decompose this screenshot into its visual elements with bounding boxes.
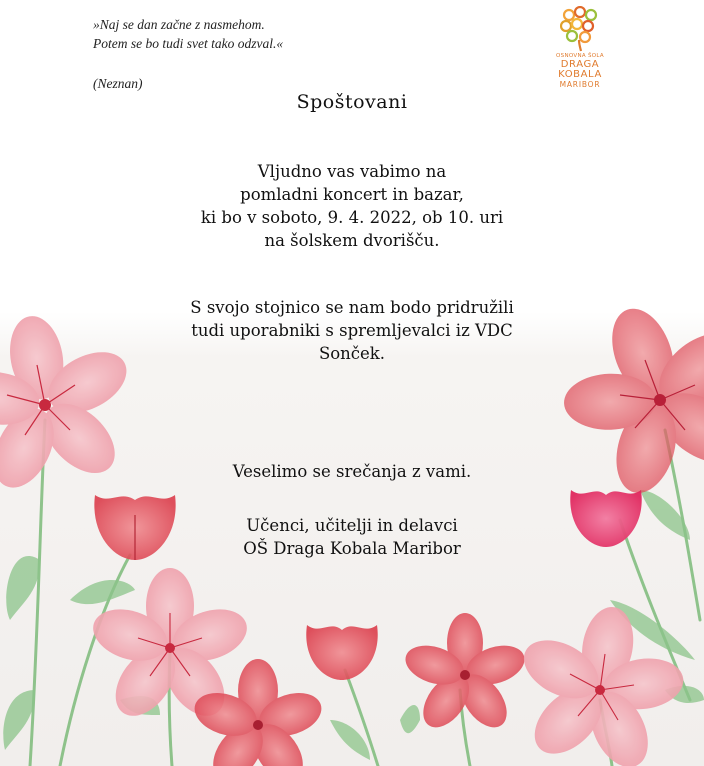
closing-line: Veselimo se srečanja z vami. bbox=[232, 462, 472, 481]
tree-logo-icon bbox=[560, 6, 600, 52]
logo-name-line-1: DRAGA bbox=[560, 59, 600, 70]
guests-line-3: Sonček. bbox=[318, 344, 386, 363]
closing-text bbox=[0, 460, 704, 483]
guests-line-2: tudi uporabniki s spremljevalci iz VDC bbox=[191, 321, 513, 340]
greeting-heading: Spoštovani bbox=[296, 91, 408, 113]
logo-name-line-2: KOBALA bbox=[558, 69, 602, 80]
signature-line-2: OŠ Draga Kobala Maribor bbox=[243, 539, 461, 558]
invitation-line-2: pomladni koncert in bazar, bbox=[240, 185, 464, 204]
guests-text bbox=[0, 296, 704, 365]
guests-line-1: S svojo stojnico se nam bodo pridružili bbox=[190, 298, 514, 317]
signature bbox=[0, 514, 704, 560]
invitation-line-1: Vljudno vas vabimo na bbox=[257, 162, 447, 181]
school-logo bbox=[552, 6, 608, 104]
invitation-line-4: na šolskem dvorišču. bbox=[264, 231, 440, 250]
quote-line-2: Potem se bo tudi svet tako odzval.« bbox=[93, 36, 284, 51]
logo-school-type: OSNOVNA ŠOLA bbox=[556, 53, 604, 59]
motto-quote bbox=[93, 15, 283, 53]
invitation-line-3: ki bo v soboto, 9. 4. 2022, ob 10. uri bbox=[200, 208, 504, 227]
logo-city: MARIBOR bbox=[559, 80, 601, 89]
quote-line-1: »Naj se dan začne z nasmehom. bbox=[93, 17, 265, 32]
signature-line-1: Učenci, učitelji in delavci bbox=[246, 516, 458, 535]
invitation-text bbox=[0, 160, 704, 252]
quote-author: (Neznan) bbox=[93, 76, 143, 91]
